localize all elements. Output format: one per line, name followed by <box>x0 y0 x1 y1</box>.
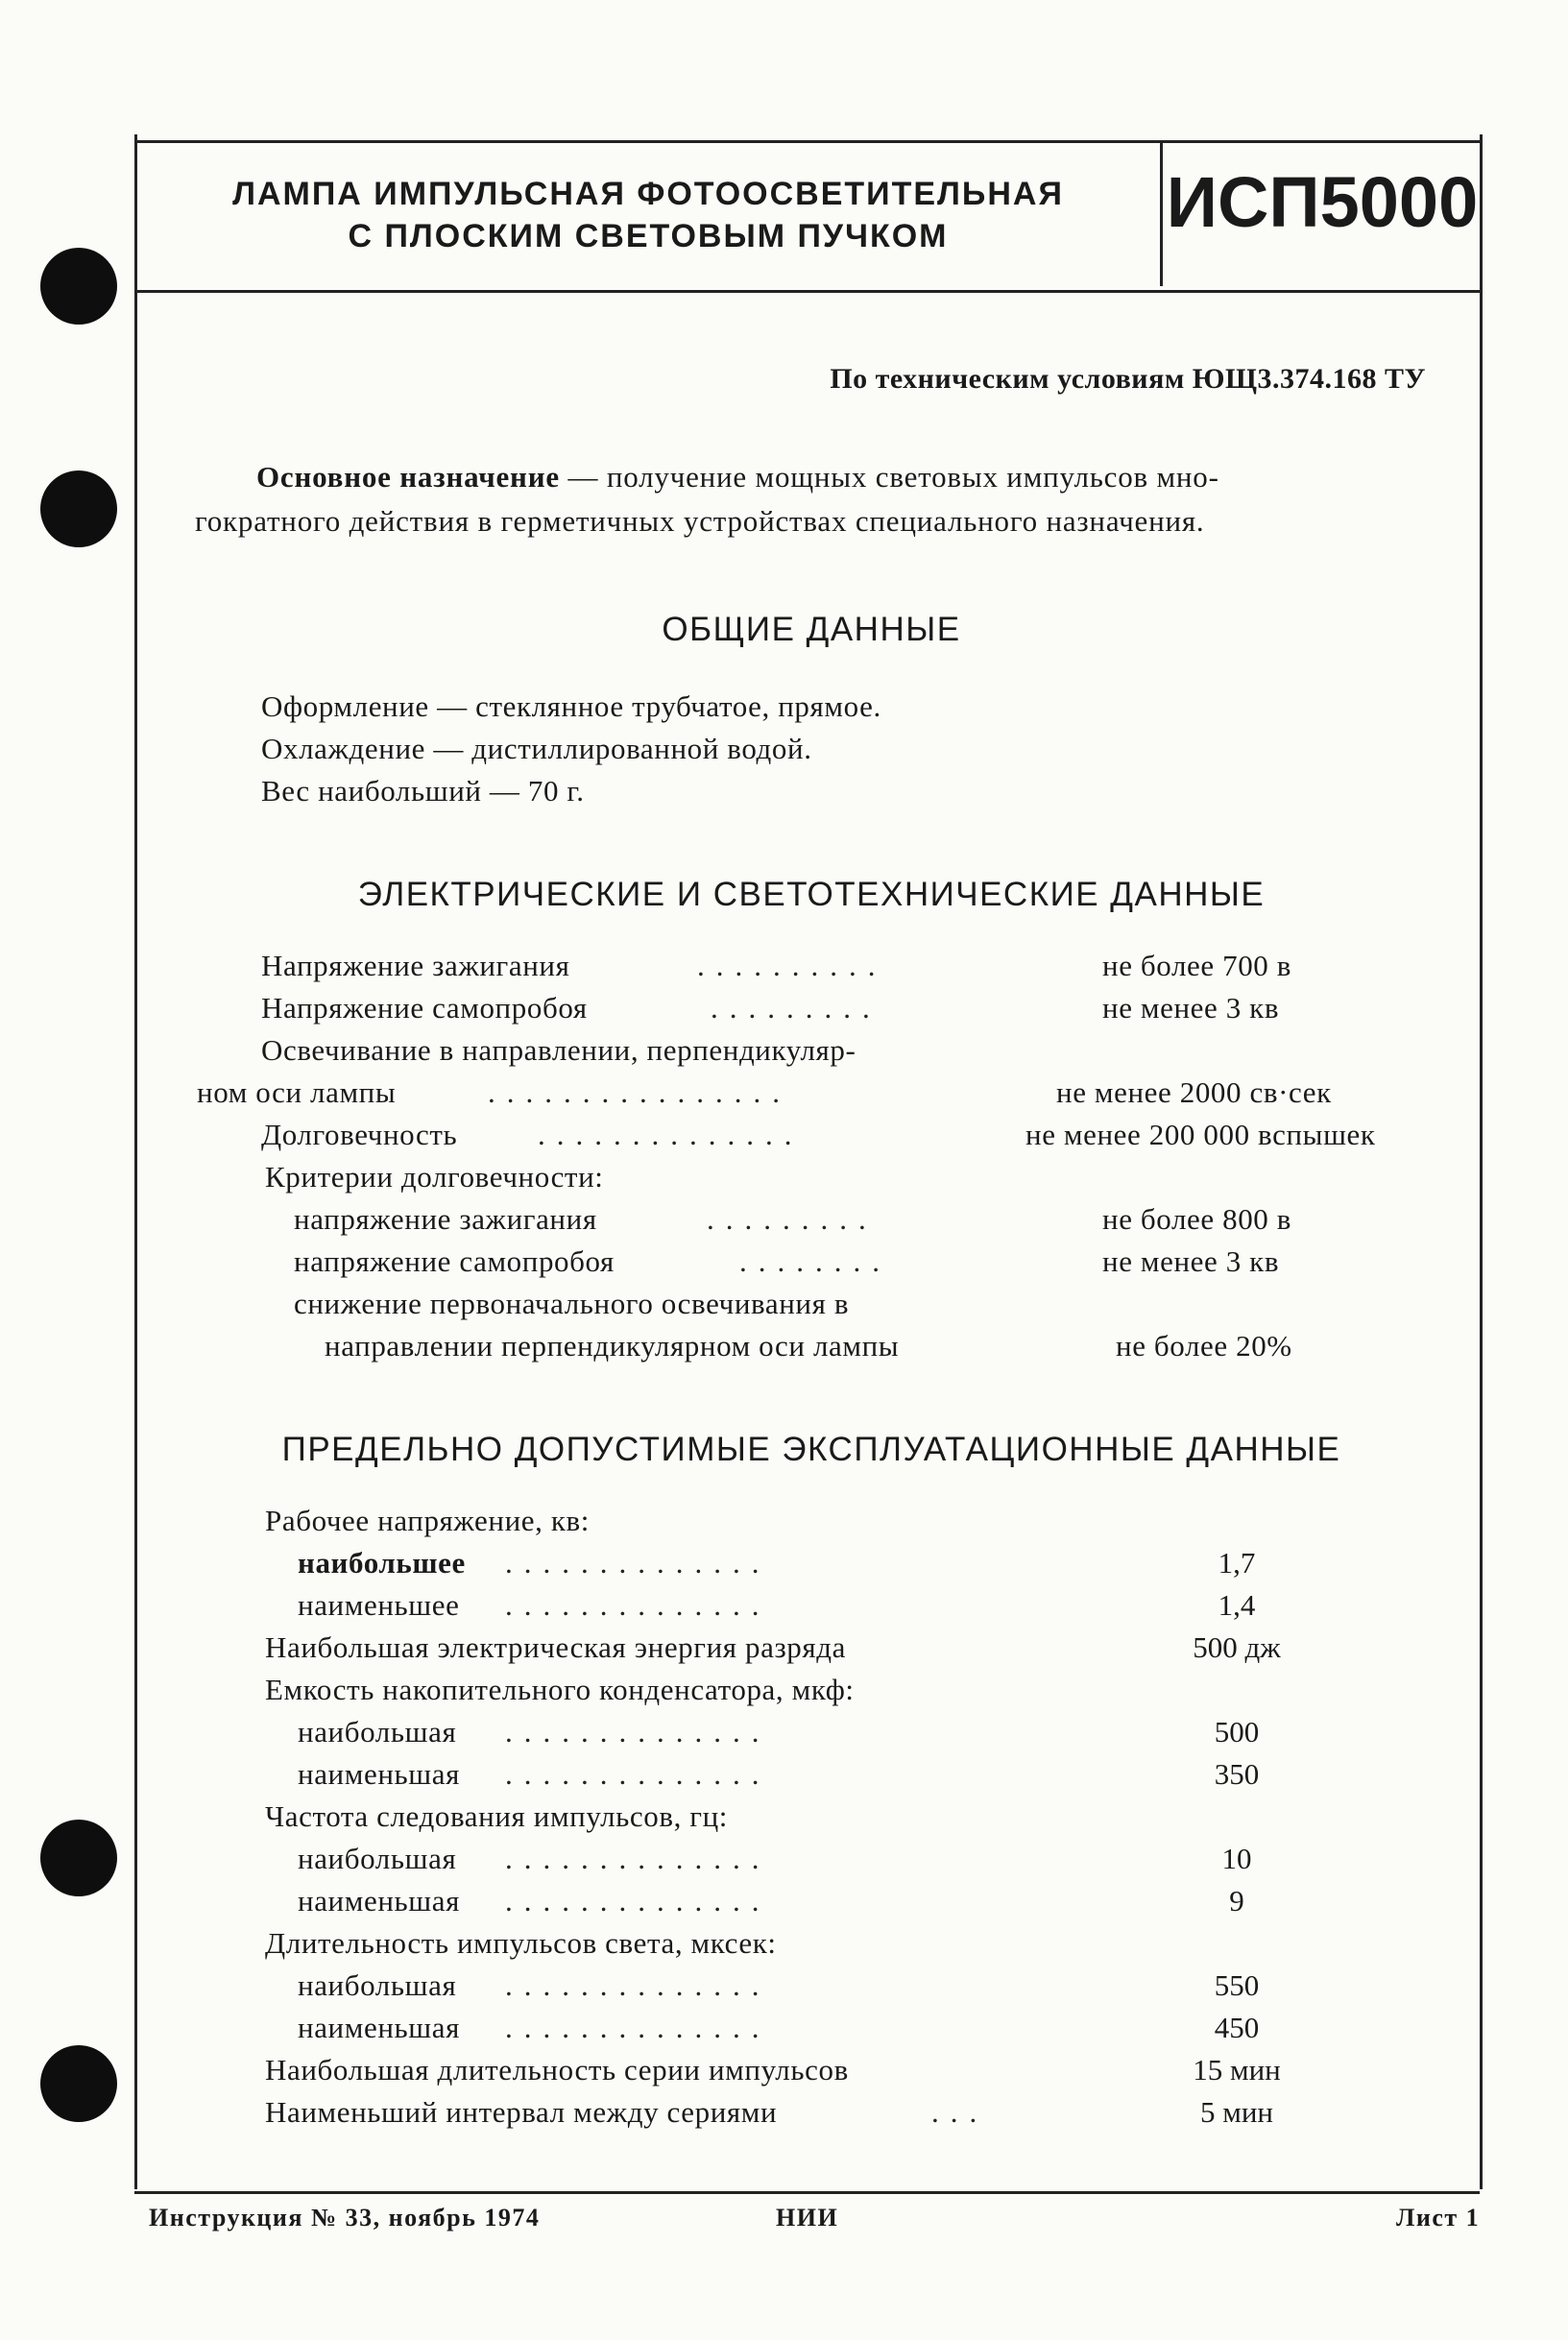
crit-breakdown-value: не менее 3 кв <box>1102 1244 1280 1278</box>
punch-hole <box>40 470 117 547</box>
section-heading-limits: ПРЕДЕЛЬНО ДОПУСТИМЫЕ ЭКСПЛУАТАЦИОННЫЕ ДАННЫЕ <box>281 1431 1341 1468</box>
general-line-3: Вес наибольший — 70 г. <box>261 774 585 808</box>
spec-reference: По техническим условиям ЮЩ3.374.168 ТУ <box>830 363 1426 395</box>
voltage-min-label: наименьшее <box>298 1588 460 1622</box>
document-title <box>144 173 1152 257</box>
punch-hole <box>40 2045 117 2122</box>
series-value: 15 мин <box>1193 2053 1281 2087</box>
leader-dots: .............. <box>505 1884 771 1918</box>
voltage-max-value: 1,7 <box>1218 1546 1256 1580</box>
criteria-label: Критерии долговечности: <box>265 1160 604 1194</box>
breakdown-label: Напряжение самопробоя <box>261 991 588 1025</box>
crit-decrease-label-1: снижение первоначального освечивания в <box>294 1287 850 1320</box>
crit-breakdown-label: напряжение самопробоя <box>294 1244 615 1278</box>
leader-dots: ... <box>931 2095 989 2129</box>
general-line-2: Охлаждение — дистиллированной водой. <box>261 732 812 765</box>
cap-min-value: 350 <box>1214 1757 1260 1791</box>
duration-label: Длительность импульсов света, мксек: <box>265 1926 777 1960</box>
section-heading-electrical: ЭЛЕКТРИЧЕСКИЕ И СВЕТОТЕХНИЧЕСКИЕ ДАННЫЕ <box>357 876 1266 913</box>
header-top-rule <box>134 140 1480 143</box>
cap-max-label: наибольшая <box>298 1715 457 1749</box>
freq-min-value: 9 <box>1229 1884 1244 1918</box>
dur-min-label: наименьшая <box>298 2011 460 2044</box>
exposure-value: не менее 2000 св·сек <box>1056 1075 1332 1109</box>
ignition-value: не более 700 в <box>1102 949 1291 982</box>
life-label: Долговечность <box>261 1118 458 1151</box>
footer-org: НИИ <box>776 2204 839 2231</box>
footer-sheet: Лист 1 <box>1396 2204 1481 2231</box>
footer-instruction: Инструкция № 33, ноябрь 1974 <box>149 2204 541 2231</box>
capacitance-label: Емкость накопительного конденсатора, мкф: <box>265 1673 855 1706</box>
exposure-label-2: ном оси лампы <box>197 1075 397 1109</box>
section-heading-general: ОБЩИЕ ДАННЫЕ <box>662 611 961 648</box>
leader-dots: .............. <box>505 2011 771 2044</box>
punch-hole <box>40 248 117 325</box>
crit-decrease-label-2: направлении перпендикулярном оси лампы <box>325 1329 900 1363</box>
leader-dots: .............. <box>505 1715 771 1749</box>
punch-hole <box>40 1820 117 1896</box>
leader-dots: .............. <box>505 1546 771 1580</box>
freq-max-label: наибольшая <box>298 1842 457 1875</box>
voltage-max-label: наибольшее <box>298 1546 466 1580</box>
leader-dots: .............. <box>505 1968 771 2002</box>
leader-dots: .............. <box>505 1757 771 1791</box>
dur-max-value: 550 <box>1214 1968 1260 2002</box>
leader-dots: ........ <box>739 1244 891 1278</box>
life-value: не менее 200 000 вспышек <box>1025 1118 1376 1151</box>
header-divider <box>1160 142 1163 286</box>
crit-decrease-value: не более 20% <box>1116 1329 1292 1363</box>
leader-dots: .............. <box>505 1588 771 1622</box>
freq-max-value: 10 <box>1221 1842 1252 1875</box>
leader-dots: .......... <box>697 949 887 982</box>
interval-value: 5 мин <box>1199 2095 1274 2129</box>
crit-ignition-label: напряжение зажигания <box>294 1202 597 1236</box>
leader-dots: ......... <box>711 991 881 1025</box>
dur-max-label: наибольшая <box>298 1968 457 2002</box>
series-label: Наибольшая длительность серии импульсов <box>265 2053 849 2087</box>
voltage-label: Рабочее напряжение, кв: <box>265 1504 590 1537</box>
cap-min-label: наименьшая <box>298 1757 460 1791</box>
exposure-label-1: Освечивание в направлении, перпендикуляр- <box>261 1033 856 1067</box>
purpose-text-2: гократного действия в герметичных устройствах специального назначения. <box>195 504 1205 538</box>
energy-value: 500 дж <box>1193 1630 1281 1664</box>
purpose-paragraph <box>197 455 1435 543</box>
freq-label: Частота следования импульсов, гц: <box>265 1799 729 1833</box>
voltage-min-value: 1,4 <box>1218 1588 1256 1622</box>
leader-dots: .............. <box>505 1842 771 1875</box>
freq-min-label: наименьшая <box>298 1884 460 1918</box>
title-line-2: С ПЛОСКИМ СВЕТОВЫМ ПУЧКОМ <box>348 218 949 254</box>
model-designation: ИСП5000 <box>1166 162 1479 242</box>
leader-dots: .............. <box>538 1118 804 1151</box>
ignition-label: Напряжение зажигания <box>261 949 570 982</box>
purpose-text-1: — получение мощных световых импульсов мно- <box>559 460 1219 494</box>
cap-max-value: 500 <box>1214 1715 1260 1749</box>
breakdown-value: не менее 3 кв <box>1102 991 1280 1025</box>
footer-rule <box>134 2191 1480 2194</box>
crit-ignition-value: не более 800 в <box>1102 1202 1291 1236</box>
energy-label: Наибольшая электрическая энергия разряда <box>265 1630 846 1664</box>
dur-min-value: 450 <box>1214 2011 1260 2044</box>
leader-dots: ................ <box>488 1075 791 1109</box>
interval-label: Наименьший интервал между сериями <box>265 2095 778 2129</box>
title-line-1: ЛАМПА ИМПУЛЬСНАЯ ФОТООСВЕТИТЕЛЬНАЯ <box>232 176 1064 212</box>
general-line-1: Оформление — стеклянное трубчатое, прямое. <box>261 689 881 723</box>
leader-dots: ......... <box>707 1202 878 1236</box>
header-bottom-rule <box>134 290 1480 293</box>
purpose-label: Основное назначение <box>256 460 560 494</box>
